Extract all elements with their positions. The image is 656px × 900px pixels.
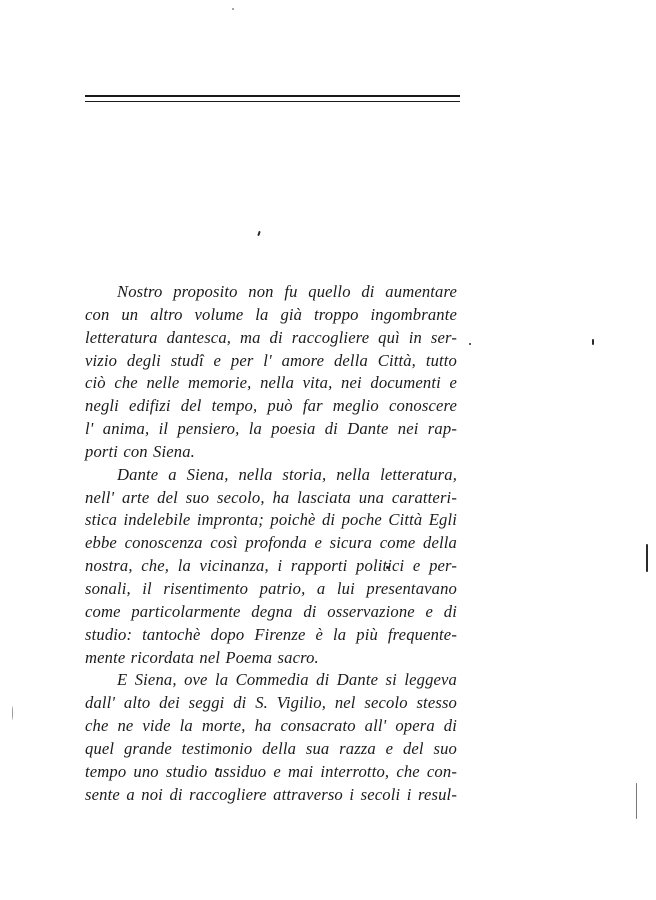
text-line: vizio degli studî e per l' amore della Città, tutto [85,350,457,370]
text-line: negli edifizi del tempo, può far meglio conoscere [85,396,457,416]
text-line: nostra, che, la vicinanza, i rapporti politici e per- [85,556,457,576]
text-line: che ne vide la morte, ha consacrato all' opera di [85,716,457,736]
text-line: l' anima, il pensiero, la poesia di Dante nei rap- [85,419,457,439]
header-double-rule-bottom [85,101,460,102]
text-line: ciò che nelle memorie, nella vita, nei documenti e [85,373,457,393]
text-line: quel grande testimonio della sua razza e del suo [85,738,457,758]
ink-speck [12,706,13,720]
text-line: nell' arte del suo secolo, ha lasciata una caratteri- [85,487,457,507]
text-line: con un altro volume la già troppo ingombrante [85,304,457,324]
text-line: porti con Siena. [85,441,195,461]
text-line: Nostro proposito non fu quello di aumentare [117,282,457,301]
paragraph-3 [85,669,457,806]
ink-speck [646,544,648,572]
text-line: studio: tantochè dopo Firenze è la più frequente- [85,624,457,644]
ink-speck [232,8,234,10]
paragraph-1 [85,281,457,464]
text-line: tempo uno studio assiduo e mai interrotto, che con- [85,761,457,781]
text-line: stica indelebile impronta; poichè di poche Città Egli [85,510,457,530]
text-line: ebbe conoscenza così profonda e sicura come della [85,533,457,553]
ink-speck [257,231,261,236]
ink-speck [469,343,471,345]
text-line: letteratura dantesca, ma di raccogliere quì in ser- [85,327,457,347]
text-line: sonali, il risentimento patrio, a lui presentavano [85,578,457,598]
ink-speck [636,783,637,819]
text-line: dall' alto dei seggi di S. Vigilio, nel secolo stesso [85,693,457,713]
text-line: Dante a Siena, nella storia, nella letteratura, [117,464,457,484]
paragraph-2 [85,464,457,670]
text-line: E Siena, ove la Commedia di Dante si leggeva [117,670,457,690]
body-text [85,281,457,806]
text-line: come particolarmente degna di osservazione e di [85,601,457,621]
header-double-rule-top [85,95,460,97]
ink-speck [592,339,594,345]
text-line: mente ricordata nel Poema sacro. [85,647,319,667]
text-line: sente a noi di raccogliere attraverso i secoli i resul- [85,784,457,804]
